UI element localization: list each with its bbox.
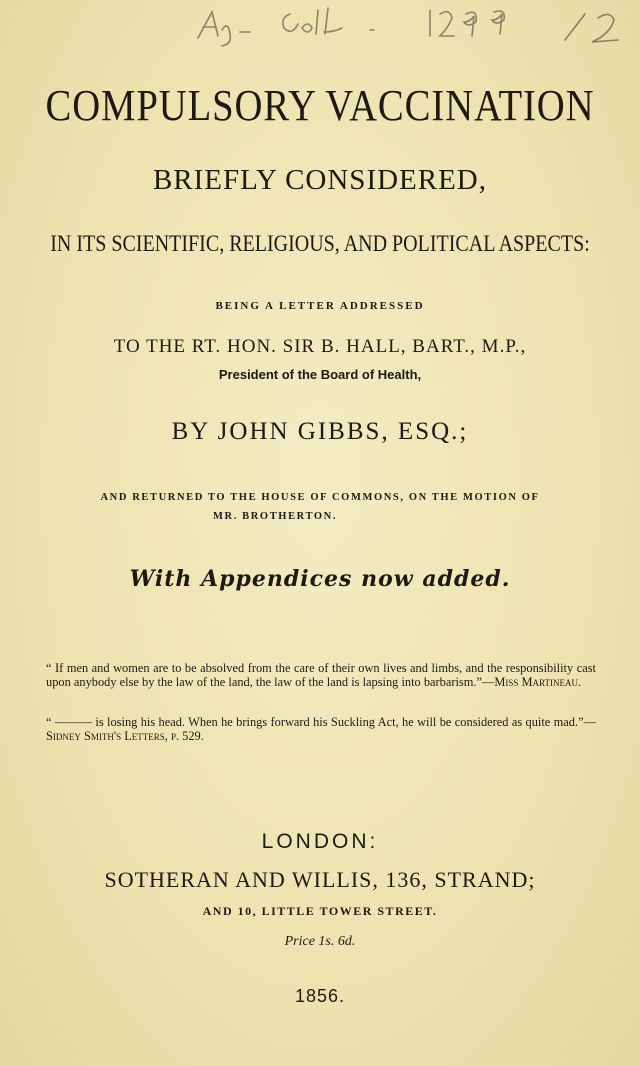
price-line: Price 1s. 6d. xyxy=(284,934,356,949)
addressee-line: TO THE RT. HON. SIR B. HALL, BART., M.P., xyxy=(113,336,527,357)
appendices-line: With Appendices now added. xyxy=(129,566,511,592)
quote-text: “ ——— is losing his head. When he brings forward his Suckling Act, he will be considered as quite mad.”— xyxy=(46,715,596,729)
subtitle: BRIEFLY CONSIDERED, xyxy=(152,164,488,196)
publisher-line: SOTHERAN AND WILLIS, 136, STRAND; xyxy=(104,867,536,892)
author-line: BY JOHN GIBBS, ESQ.; xyxy=(171,418,469,445)
quote-attribution: Miss Martineau. xyxy=(494,674,582,689)
epigraph-quote xyxy=(46,662,596,689)
handwritten-annotation-strokes xyxy=(198,8,618,46)
publication-year: 1856. xyxy=(294,986,346,1006)
returned-line: AND RETURNED TO THE HOUSE OF COMMONS, ON THE MOTION OF xyxy=(100,492,540,503)
being-line: BEING A LETTER ADDRESSED xyxy=(215,300,425,312)
quote-text: “ If men and women are to be absolved from the care of their own lives and limbs, and the responsibility cast upon anybody else by the law of the land, the law of the land is lapsing into barbarism.”— xyxy=(46,661,596,689)
president-line: President of the Board of Health, xyxy=(218,367,422,382)
handwritten-annotation xyxy=(0,0,640,60)
city-line: LONDON: xyxy=(261,830,379,853)
street-line: AND 10, LITTLE TOWER STREET. xyxy=(202,904,438,918)
quote-attribution: Sidney Smith's Letters, p. 529. xyxy=(46,728,204,743)
returned-line-continued: MR. BROTHERTON. xyxy=(213,511,338,522)
page-title: COMPULSORY VACCINATION xyxy=(45,81,595,130)
epigraph-quote xyxy=(46,716,596,743)
aspects-line: IN ITS SCIENTIFIC, RELIGIOUS, AND POLITICAL ASPECTS: xyxy=(50,231,590,256)
